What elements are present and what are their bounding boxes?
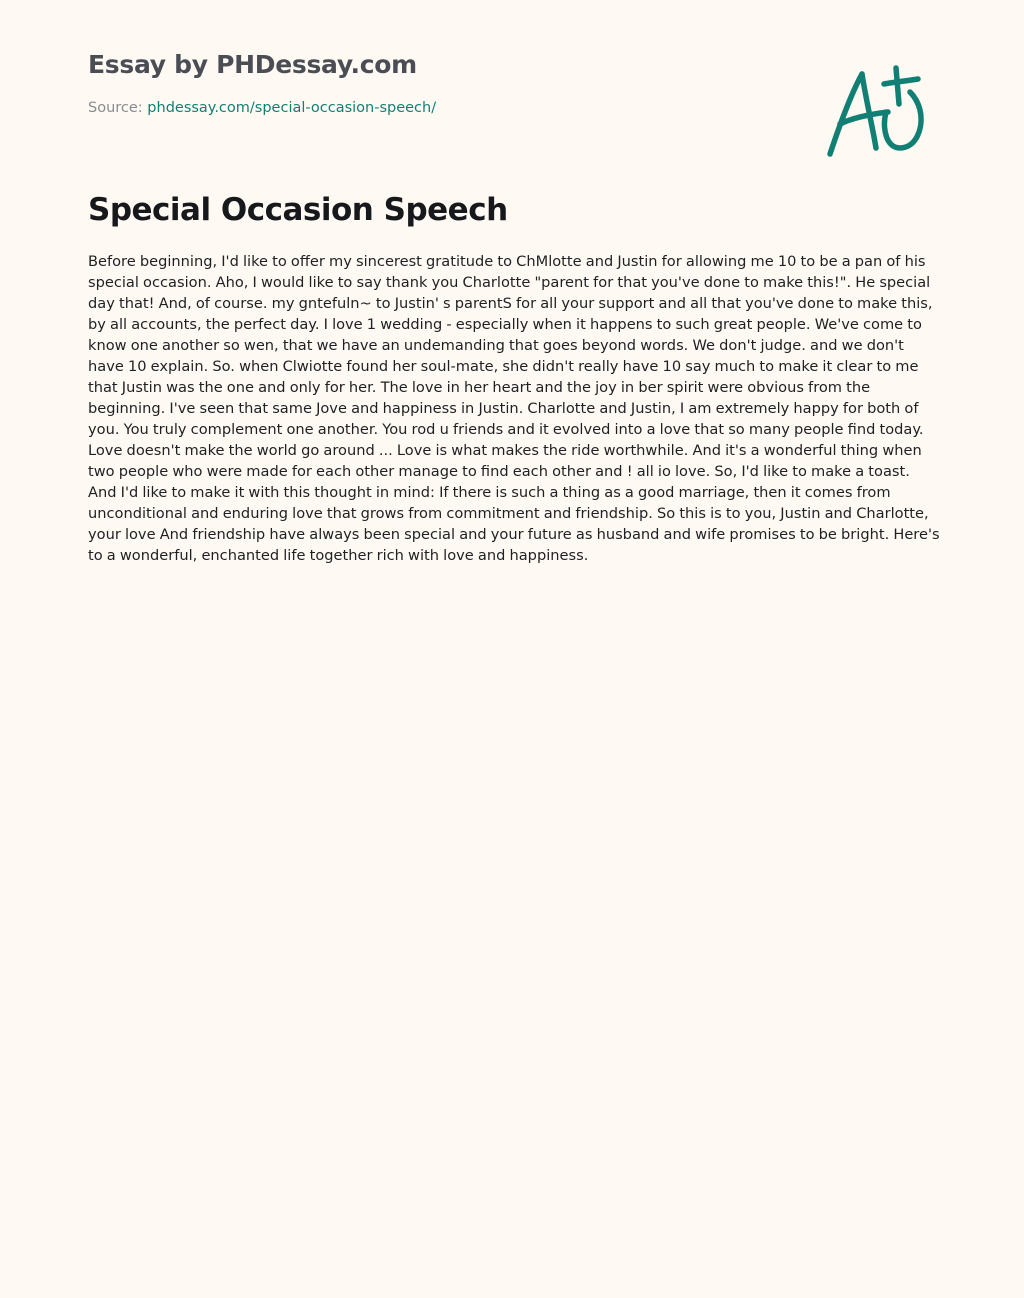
source-label: Source: bbox=[88, 100, 148, 116]
essay-body: Before beginning, I'd like to offer my sincerest gratitude to ChMlotte and Justin for allowing me 10 to be a pan of his special occasion. Aho, I would like to say thank you Charlotte "parent for that you've done to make this!". He special day that! And, of course. my gntefuln~ to Justin' s parentS for all your support and all that you've done to make this, by all accounts, the perfect day. I love 1 wedding - especially when it happens to such great people. We've come to know one another so wen, that we have an undemanding that goes beyond words. We don't judge. and we don't have 10 explain. So. when Clwiotte found her soul-mate, she didn't really have 10 say much to make it clear to me that Justin was the one and only for her. The love in her heart and the joy in ber spirit were obvious from the beginning. I've seen that same Jove and happiness in Justin. Charlotte and Justin, I am extremely happy for both of you. You truly complement one another. You rod u friends and it evolved into a love that so many people find today. Love doesn't make the world go around ... Love is what makes the ride worthwhile. And it's a wonderful thing when two people who were made for each other manage to find each other and ! all io love. So, I'd like to make a toast. And I'd like to make it with this thought in mind: If there is such a thing as a good marriage, then it comes from unconditional and enduring love that grows from commitment and friendship. So this is to you, Justin and Charlotte, your love And friendship have always been special and your future as husband and wife promises to be bright. Here's to a wonderful, enchanted life together rich with love and happiness. bbox=[88, 253, 940, 564]
essay-title: Special Occasion Speech bbox=[88, 192, 508, 228]
source-link[interactable]: phdessay.com/special-occasion-speech/ bbox=[147, 100, 437, 116]
site-title: Essay by PHDessay.com bbox=[88, 50, 417, 79]
a-plus-grade-icon bbox=[822, 62, 930, 162]
page-header bbox=[88, 48, 788, 118]
source-line bbox=[88, 98, 788, 118]
